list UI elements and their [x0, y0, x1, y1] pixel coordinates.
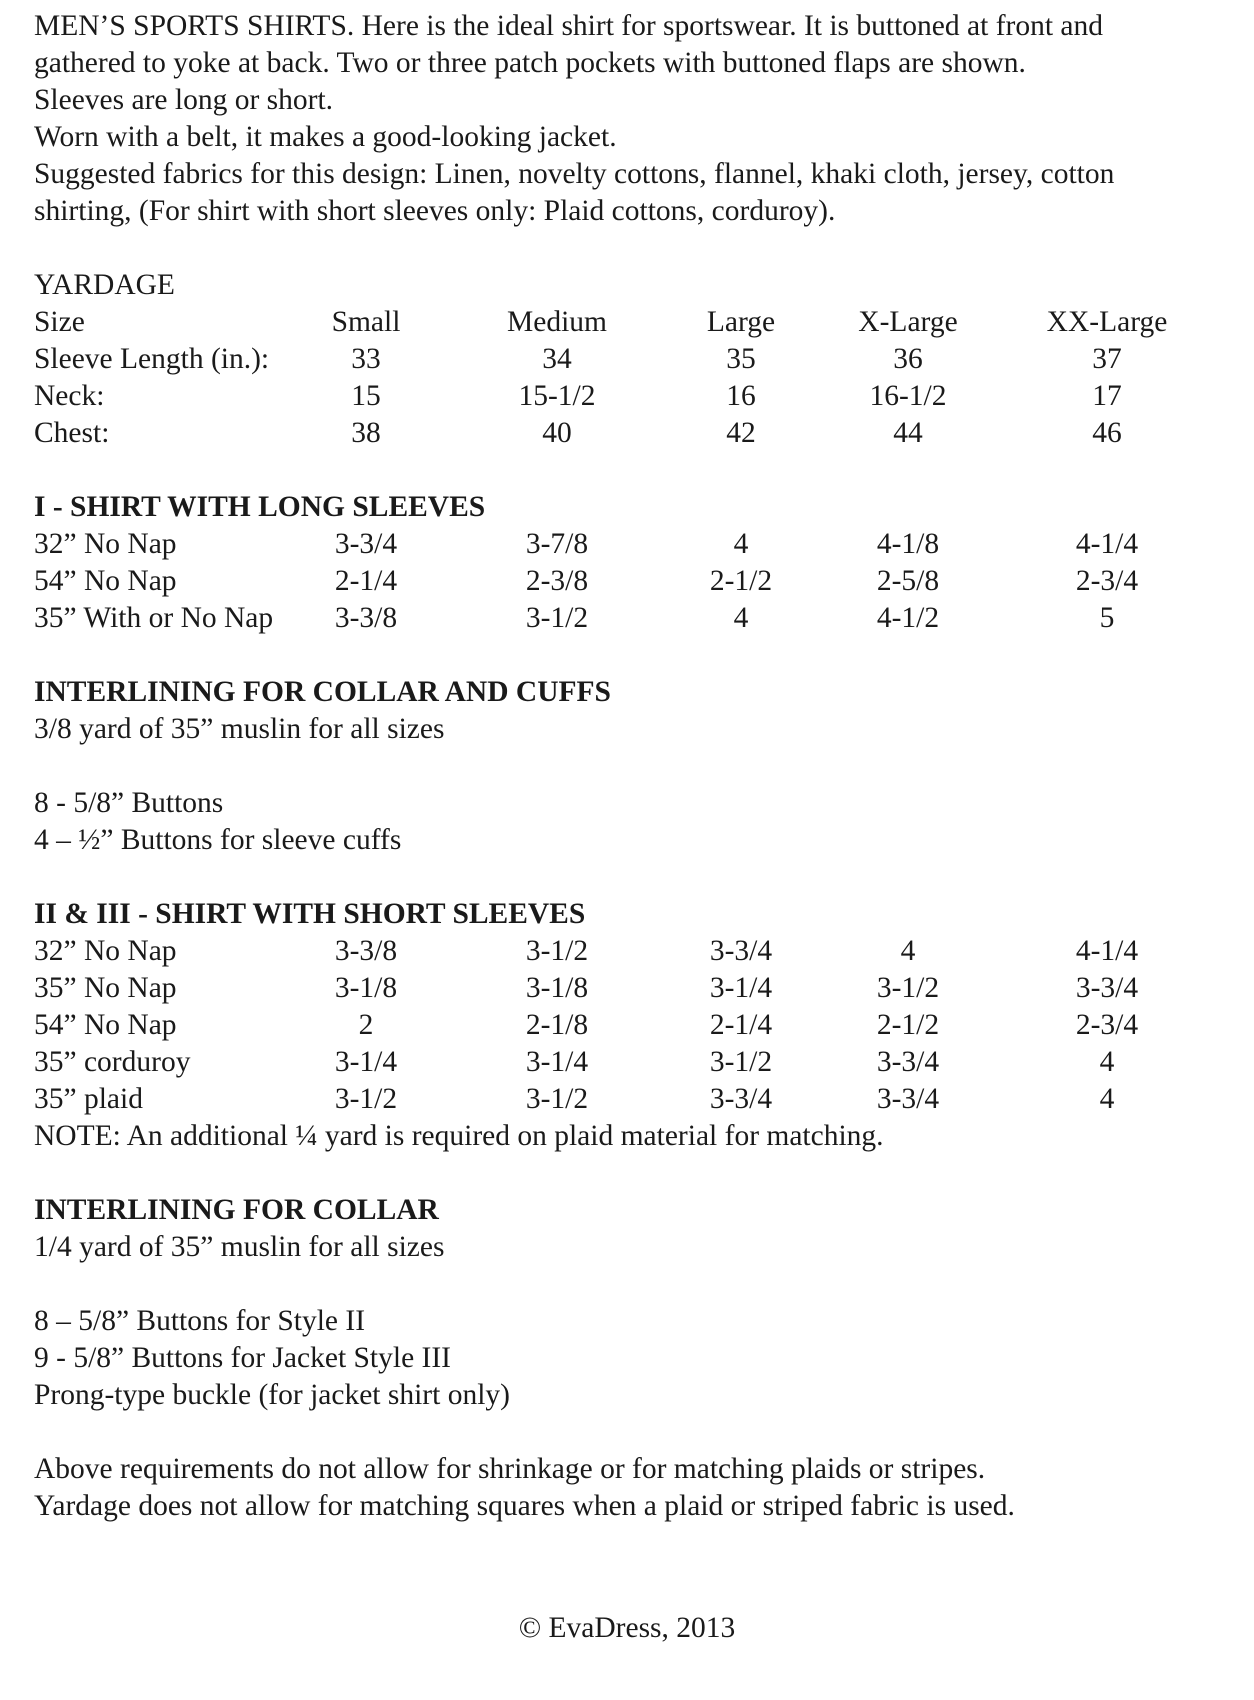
cell-xxlarge: 46: [1092, 417, 1122, 449]
cell-large: 3-3/4: [709, 935, 773, 967]
section-heading: II & III - SHIRT WITH SHORT SLEEVES: [34, 898, 586, 930]
cell-xlarge: 4: [900, 935, 916, 967]
table-row: [34, 933, 1234, 970]
cell-xxlarge: 17: [1092, 380, 1122, 412]
cell-small: 2: [358, 1009, 374, 1041]
cell-xxlarge: 4-1/4: [1075, 935, 1139, 967]
plaid-note: NOTE: An additional ¼ yard is required on plaid material for matching.: [34, 1120, 884, 1152]
row-label: 32” No Nap: [34, 528, 177, 560]
intro-line: shirting, (For shirt with short sleeves only: Plaid cottons, corduroy).: [34, 195, 836, 227]
cell-large: 4: [733, 528, 749, 560]
row-label: 54” No Nap: [34, 565, 177, 597]
cell-medium: 2-3/8: [525, 565, 589, 597]
button-requirement: 8 - 5/8” Buttons: [34, 787, 224, 819]
cell-small: 3-1/4: [334, 1046, 398, 1078]
cell-large: 16: [726, 380, 756, 412]
cell-xlarge: 3-3/4: [876, 1083, 940, 1115]
cell-medium: 3-1/4: [525, 1046, 589, 1078]
cell-large: Large: [706, 306, 776, 338]
cell-small: 3-3/8: [334, 602, 398, 634]
cell-small: 3-1/8: [334, 972, 398, 1004]
cell-large: 35: [726, 343, 756, 375]
cell-large: 3-3/4: [709, 1083, 773, 1115]
cell-small: 3-3/8: [334, 935, 398, 967]
table-row: [34, 526, 1234, 563]
table-row: [34, 600, 1234, 637]
cell-small: 33: [351, 343, 381, 375]
row-label: 35” corduroy: [34, 1046, 191, 1078]
sleeve-length-row: [34, 341, 1234, 378]
notion-item: 8 – 5/8” Buttons for Style II: [34, 1305, 366, 1337]
closing-line: Above requirements do not allow for shrinkage or for matching plaids or stripes.: [34, 1453, 986, 1485]
intro-line: Sleeves are long or short.: [34, 84, 334, 116]
cell-xlarge: 36: [893, 343, 923, 375]
notion-item: Prong-type buckle (for jacket shirt only): [34, 1379, 510, 1411]
interlining-collar-section: [34, 1192, 1234, 1414]
cell-xlarge: 2-1/2: [876, 1009, 940, 1041]
cell-medium: 3-7/8: [525, 528, 589, 560]
closing-line: Yardage does not allow for matching squares when a plaid or striped fabric is used.: [34, 1490, 1015, 1522]
row-label: Size: [34, 306, 85, 338]
cell-xlarge: 3-3/4: [876, 1046, 940, 1078]
cell-large: 3-1/4: [709, 972, 773, 1004]
cell-small: 2-1/4: [334, 565, 398, 597]
cell-medium: 3-1/8: [525, 972, 589, 1004]
muslin-requirement: 3/8 yard of 35” muslin for all sizes: [34, 713, 445, 745]
cell-small: 38: [351, 417, 381, 449]
row-label: 35” With or No Nap: [34, 602, 274, 634]
chest-row: [34, 415, 1234, 452]
row-label: 54” No Nap: [34, 1009, 177, 1041]
cell-small: Small: [331, 306, 401, 338]
cell-small: 3-1/2: [334, 1083, 398, 1115]
row-label: 32” No Nap: [34, 935, 177, 967]
row-label: 35” No Nap: [34, 972, 177, 1004]
cell-medium: 15-1/2: [518, 380, 596, 412]
cell-xxlarge: 4: [1099, 1083, 1115, 1115]
row-label: 35” plaid: [34, 1083, 143, 1115]
row-label: Chest:: [34, 417, 110, 449]
cell-xxlarge: 5: [1099, 602, 1115, 634]
cell-medium: 34: [542, 343, 572, 375]
cell-small: 3-3/4: [334, 528, 398, 560]
intro-line: gathered to yoke at back. Two or three patch pockets with buttoned flaps are shown.: [34, 47, 1026, 79]
section-heading: INTERLINING FOR COLLAR AND CUFFS: [34, 676, 611, 708]
cell-xlarge: X-Large: [858, 306, 958, 338]
size-row: [34, 304, 1234, 341]
cell-xxlarge: 4-1/4: [1075, 528, 1139, 560]
neck-row: [34, 378, 1234, 415]
row-label: Sleeve Length (in.):: [34, 343, 270, 375]
cell-medium: 3-1/2: [525, 1083, 589, 1115]
cell-small: 15: [351, 380, 381, 412]
cell-large: 2-1/2: [709, 565, 773, 597]
cell-medium: 3-1/2: [525, 602, 589, 634]
closing-notes: [34, 1451, 1234, 1525]
cell-xxlarge: 3-3/4: [1075, 972, 1139, 1004]
cell-medium: 2-1/8: [525, 1009, 589, 1041]
cell-xlarge: 44: [893, 417, 923, 449]
section-heading: INTERLINING FOR COLLAR: [34, 1194, 439, 1226]
cell-xxlarge: 2-3/4: [1075, 1009, 1139, 1041]
cell-large: 2-1/4: [709, 1009, 773, 1041]
table-row: [34, 1044, 1234, 1081]
cell-large: 4: [733, 602, 749, 634]
table-row: [34, 970, 1234, 1007]
short-sleeves-section: [34, 896, 1234, 1155]
long-sleeves-section: [34, 489, 1234, 637]
intro-line: Suggested fabrics for this design: Linen, novelty cottons, flannel, khaki cloth, jersey, cotton: [34, 158, 1115, 190]
notion-item: 9 - 5/8” Buttons for Jacket Style III: [34, 1342, 452, 1374]
table-row: [34, 563, 1234, 600]
cell-xxlarge: 2-3/4: [1075, 565, 1139, 597]
row-label: Neck:: [34, 380, 105, 412]
button-requirement: 4 – ½” Buttons for sleeve cuffs: [34, 824, 402, 856]
intro-paragraph: [34, 8, 1234, 230]
table-row: [34, 1007, 1234, 1044]
cell-xlarge: 16-1/2: [869, 380, 947, 412]
intro-line: MEN’S SPORTS SHIRTS. Here is the ideal shirt for sportswear. It is buttoned at front and: [34, 10, 1104, 42]
table-row: [34, 1081, 1234, 1118]
cell-xlarge: 3-1/2: [876, 972, 940, 1004]
cell-xlarge: 4-1/2: [876, 602, 940, 634]
intro-line: Worn with a belt, it makes a good-looking jacket.: [34, 121, 617, 153]
cell-medium: 3-1/2: [525, 935, 589, 967]
muslin-requirement: 1/4 yard of 35” muslin for all sizes: [34, 1231, 445, 1263]
cell-xlarge: 4-1/8: [876, 528, 940, 560]
cell-xxlarge: XX-Large: [1046, 306, 1168, 338]
yardage-section: [34, 267, 1234, 452]
cell-medium: Medium: [507, 306, 607, 338]
cell-large: 3-1/2: [709, 1046, 773, 1078]
yardage-title: YARDAGE: [34, 269, 175, 301]
cell-xxlarge: 37: [1092, 343, 1122, 375]
interlining-collar-cuffs-section: [34, 674, 1234, 859]
cell-medium: 40: [542, 417, 572, 449]
cell-xxlarge: 4: [1099, 1046, 1115, 1078]
cell-xlarge: 2-5/8: [876, 565, 940, 597]
copyright-footer: © EvaDress, 2013: [518, 1612, 736, 1644]
document-page: [34, 8, 1234, 1525]
section-heading: I - SHIRT WITH LONG SLEEVES: [34, 491, 486, 523]
cell-large: 42: [726, 417, 756, 449]
